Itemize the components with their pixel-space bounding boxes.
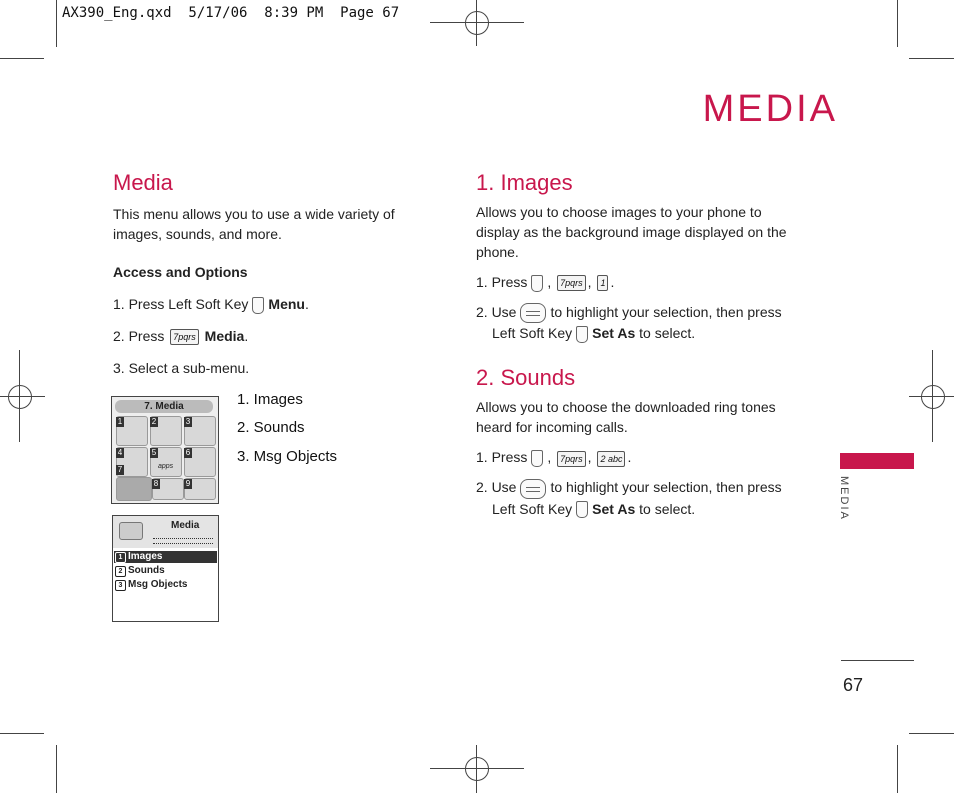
menu-number: 1 [115,552,126,563]
menu-label: Sounds [128,565,165,576]
sounds-step-1: 1. Press , 7pqrs , 2 abc . [476,449,632,466]
step-1-text: 1. Press Left Soft Key [113,296,249,312]
registration-mark [921,385,945,409]
key-7-icon: 7pqrs [557,275,586,291]
crop-mark [897,745,898,793]
intro-text: This menu allows you to use a wide variety of images, sounds, and more. [113,206,395,242]
registration-mark [8,385,32,409]
apps-label: apps [158,463,174,470]
grid-number: 8 [153,479,159,488]
left-soft-key-icon [252,297,264,314]
grid-number: 7 [117,465,123,474]
step-3: 3. Select a sub-menu. [113,360,250,376]
key-1-icon: 1 [597,275,608,291]
grid-cell-selected [116,477,152,501]
sounds-step-2-mid: to highlight your selection, then press Left Soft Key [492,479,782,517]
images-step-2 [476,302,791,343]
registration-mark [465,757,489,781]
chapter-tab [840,453,914,469]
sounds-step-2-bold: Set As [592,500,636,517]
phone-screen-grid [111,396,219,504]
grid-number: 5 [151,448,157,457]
section-heading-media: Media [113,170,173,195]
scroll-indicator [153,538,213,544]
key-7-icon: 7pqrs [170,329,199,345]
navigation-key-icon [520,479,546,499]
section-heading-images: 1. Images [476,170,573,195]
grid-number: 4 [117,448,123,457]
menu-number: 2 [115,566,126,577]
print-slug: AX390_Eng.qxd 5/17/06 8:39 PM Page 67 [62,5,400,21]
chapter-title: MEDIA [702,88,838,130]
step-1-suffix: . [304,296,309,312]
images-step-2-mid: to highlight your selection, then press Left Soft Key [492,304,782,342]
crop-mark [56,0,57,47]
left-soft-key-icon [531,275,543,292]
sub-menu-item: 1. Images [237,391,303,408]
media-folder-icon [119,522,143,540]
screen-title-bar: 7. Media [115,400,213,413]
crop-mark [909,733,954,734]
sub-menu-item: 3. Msg Objects [237,448,338,465]
crop-mark [909,58,954,59]
images-intro: Allows you to choose images to your phone to display as the background image displayed on the phone. [476,204,787,260]
right-column [476,170,791,519]
sounds-step-2-text: 2. Use [476,479,517,496]
page-number: 67 [843,675,864,695]
images-step-2-bold: Set As [592,325,636,342]
menu-item-msg-objects[interactable] [115,578,187,591]
step-2-text: 2. Press [113,328,165,344]
grid-number: 6 [185,448,191,457]
left-column [113,170,443,378]
section-heading-sounds: 2. Sounds [476,365,576,391]
images-step-1: 1. Press , 7pqrs , 1 . [476,274,615,290]
phone-screen-list [112,515,219,622]
step-1 [113,294,443,314]
grid-number: 1 [117,417,123,426]
sounds-intro: Allows you to choose the downloaded ring tones heard for incoming calls. [476,399,776,436]
screen-header [113,516,218,548]
key-2-icon: 2 abc [597,451,625,467]
grid-number: 2 [151,417,157,426]
left-soft-key-icon [576,326,588,343]
menu-item-images[interactable] [115,550,162,563]
page-rule [841,660,914,661]
crop-mark [0,733,44,734]
menu-label: Msg Objects [128,579,188,590]
chapter-tab-label: MEDIA [838,476,850,521]
images-step-2-suffix: to select. [639,325,696,342]
crop-mark [56,745,57,793]
sounds-step-2 [476,477,791,518]
step-2 [113,326,443,346]
images-step-2-text: 2. Use [476,304,517,320]
registration-mark [465,11,489,35]
step-2-bold: Media [204,328,245,344]
key-7-icon: 7pqrs [557,451,586,467]
images-step-1-text: 1. Press [476,274,528,290]
navigation-key-icon [520,303,546,323]
step-2-suffix: . [244,328,249,344]
menu-item-sounds[interactable] [115,564,165,577]
left-soft-key-icon [576,501,588,518]
crop-mark [897,0,898,47]
sounds-step-1-text: 1. Press [476,449,528,466]
access-heading: Access and Options [113,264,248,280]
left-soft-key-icon [531,450,543,467]
menu-number: 3 [115,580,126,591]
crop-mark [0,58,44,59]
menu-label: Images [128,551,163,562]
grid-number: 3 [185,417,191,426]
step-1-bold: Menu [268,296,305,312]
grid-number: 9 [185,479,191,488]
sub-menu-item: 2. Sounds [237,419,305,436]
screen-title: Media [171,520,200,531]
sounds-step-2-suffix: to select. [639,500,696,517]
